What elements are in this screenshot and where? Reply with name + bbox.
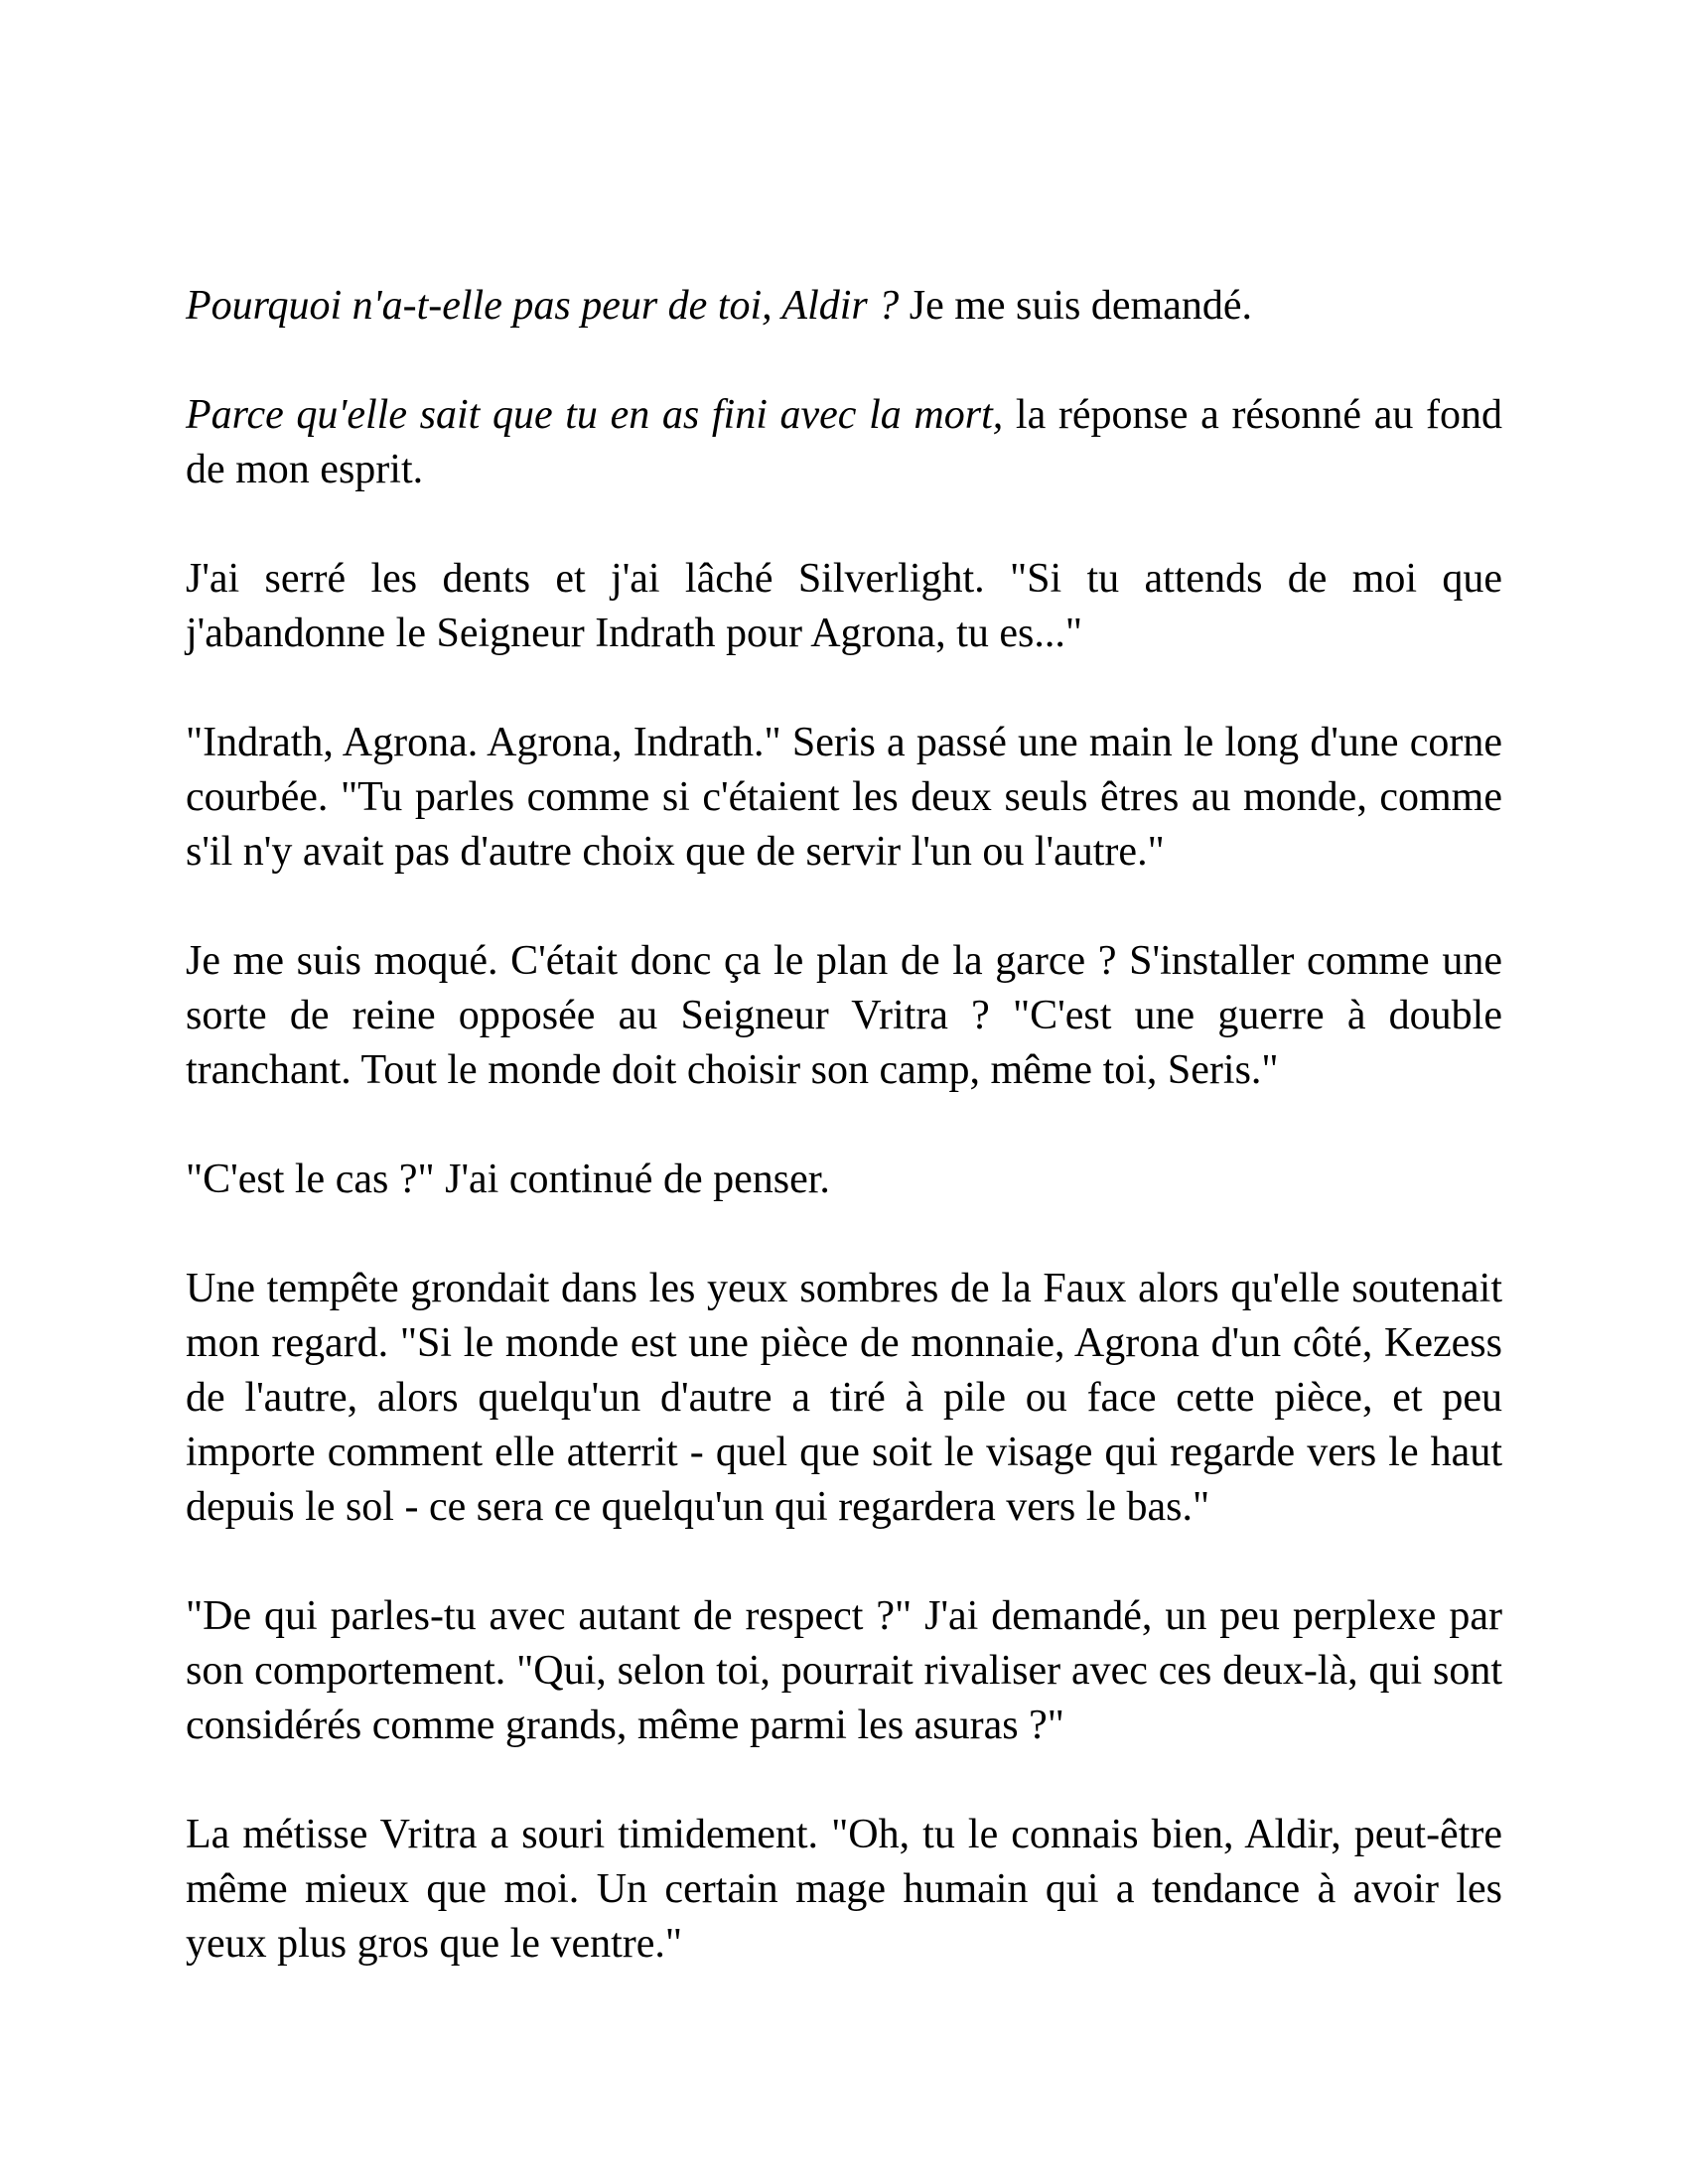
text-run: J'ai serré les dents et j'ai lâché Silverlight. "Si tu attends de moi que j'abandonne le Seigneur Indrath pour Agrona, tu es...": [186, 556, 1502, 656]
text-run-italic: Parce qu'elle sait que tu en as fini avec la mort,: [186, 392, 1004, 438]
text-run: "Indrath, Agrona. Agrona, Indrath." Seris a passé une main le long d'une corne courbée. "Tu parles comme si c'étaient les deux seuls êtres au monde, comme s'il n'y avait pas d'autre choix que de servir l'un ou l'autre.": [186, 720, 1502, 875]
text-run: "C'est le cas ?" J'ai continué de penser.: [186, 1157, 830, 1202]
paragraph: [186, 1262, 1502, 1535]
paragraph: [186, 1589, 1502, 1753]
paragraph: [186, 1808, 1502, 1972]
page-text: [186, 279, 1502, 2026]
text-run: Je me suis moqué. C'était donc ça le plan de la garce ? S'installer comme une sorte de reine opposée au Seigneur Vritra ? "C'est une guerre à double tranchant. Tout le monde doit choisir son camp, même toi, Seris.": [186, 938, 1502, 1093]
paragraph: [186, 1153, 1502, 1207]
text-run: Je me suis demandé.: [899, 283, 1252, 329]
paragraph: [186, 388, 1502, 497]
text-run: la réponse a résonné au fond de mon esprit.: [186, 392, 1502, 492]
text-run: Une tempête grondait dans les yeux sombres de la Faux alors qu'elle soutenait mon regard. "Si le monde est une pièce de monnaie, Agrona d'un côté, Kezess de l'autre, alors quelqu'un d'autre a tiré à pile ou face cette pièce, et peu importe comment elle atterrit - quel que soit le visage qui regarde vers le haut depuis le sol - ce sera ce quelqu'un qui regardera vers le bas.": [186, 1266, 1502, 1530]
text-run: "De qui parles-tu avec autant de respect ?" J'ai demandé, un peu perplexe par son comportement. "Qui, selon toi, pourrait rivaliser avec ces deux-là, qui sont considérés comme grands, même parmi les asuras ?": [186, 1593, 1502, 1748]
paragraph: [186, 279, 1502, 334]
paragraph: [186, 934, 1502, 1098]
paragraph: [186, 716, 1502, 880]
paragraph: [186, 552, 1502, 661]
text-run-italic: Pourquoi n'a-t-elle pas peur de toi, Aldir ?: [186, 283, 900, 329]
text-run: La métisse Vritra a souri timidement. "Oh, tu le connais bien, Aldir, peut-être même mieux que moi. Un certain mage humain qui a tendance à avoir les yeux plus gros que le ventre.": [186, 1812, 1502, 1967]
